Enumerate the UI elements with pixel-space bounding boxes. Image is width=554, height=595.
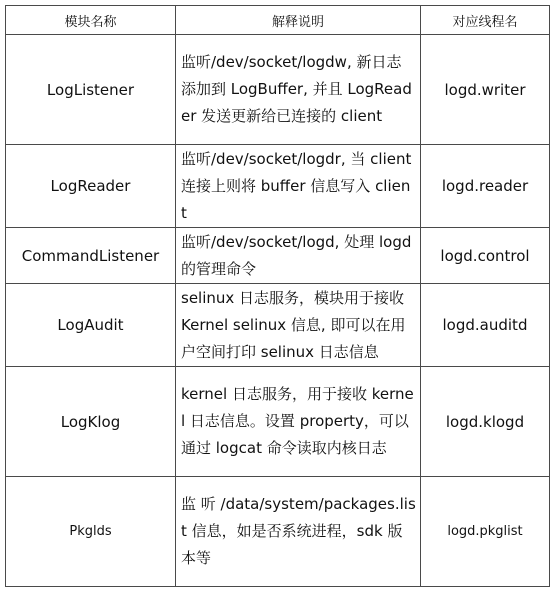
module-description: kernel 日志服务，用于接收 kernel 日志信息。设置 property，可以通过 logcat 命令读取内核日志 — [176, 367, 421, 477]
table-row — [6, 284, 550, 367]
thread-name: logd.writer — [421, 35, 550, 145]
module-description: selinux 日志服务，模块用于接收 Kernel selinux 信息, 即可以在用户空间打印 selinux 日志信息 — [176, 284, 421, 367]
table-row — [6, 228, 550, 284]
module-name: Pkglds — [6, 477, 176, 587]
header-row — [6, 6, 550, 35]
thread-name: logd.reader — [421, 145, 550, 228]
header-thread: 对应线程名 — [421, 6, 550, 35]
module-name: LogKlog — [6, 367, 176, 477]
module-name: LogReader — [6, 145, 176, 228]
header-description: 解释说明 — [176, 6, 421, 35]
header-module: 模块名称 — [6, 6, 176, 35]
module-name: LogListener — [6, 35, 176, 145]
module-description: 监听/dev/socket/logd, 处理 logd 的管理命令 — [176, 228, 421, 284]
module-table — [5, 5, 550, 587]
thread-name: logd.klogd — [421, 367, 550, 477]
table-row — [6, 145, 550, 228]
table-row — [6, 367, 550, 477]
thread-name: logd.pkglist — [421, 477, 550, 587]
module-description: 监 听 /data/system/packages.list 信息，如是否系统进程，sdk 版本等 — [176, 477, 421, 587]
table-row — [6, 477, 550, 587]
module-description: 监听/dev/socket/logdr, 当 client 连接上则将 buffer 信息写入 client — [176, 145, 421, 228]
module-description: 监听/dev/socket/logdw, 新日志添加到 LogBuffer, 并且 LogReader 发送更新给已连接的 client — [176, 35, 421, 145]
module-name: CommandListener — [6, 228, 176, 284]
thread-name: logd.auditd — [421, 284, 550, 367]
table-row — [6, 35, 550, 145]
thread-name: logd.control — [421, 228, 550, 284]
module-name: LogAudit — [6, 284, 176, 367]
